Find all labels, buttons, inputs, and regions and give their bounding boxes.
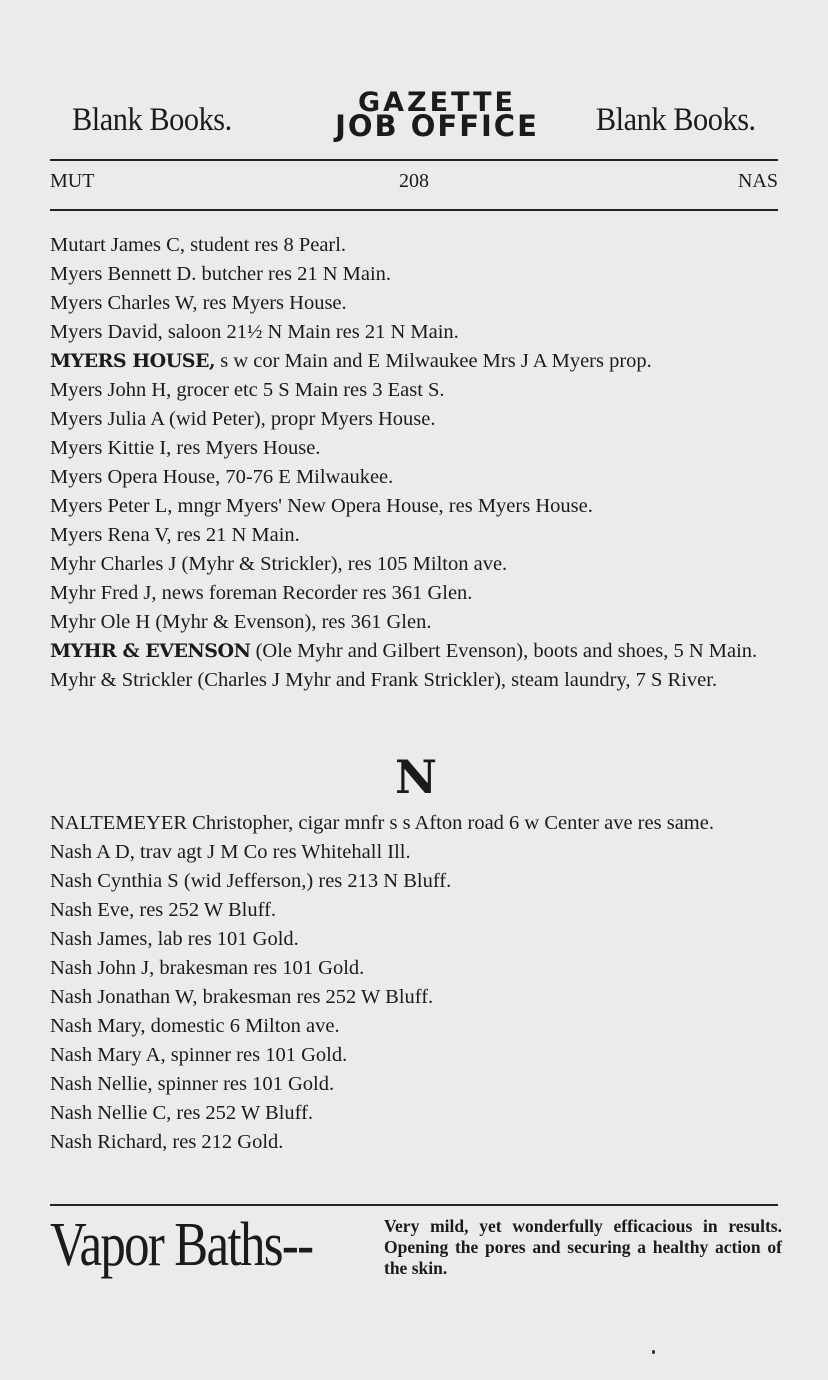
entry-text: Myers Julia A (wid Peter), propr Myers House. bbox=[50, 408, 436, 430]
running-head-right: NAS bbox=[737, 170, 778, 192]
directory-entry: Nash James, lab res 101 Gold. bbox=[50, 928, 299, 950]
gazette-word: GAZETTE bbox=[358, 87, 516, 118]
entry-text: Myhr & Strickler (Charles J Myhr and Frank Strickler), steam laundry, 7 S River. bbox=[50, 669, 718, 691]
entry-text: Myers Kittie I, res Myers House. bbox=[50, 437, 321, 459]
entry-text: Myers John H, grocer etc 5 S Main res 3 East S. bbox=[50, 379, 445, 401]
job-office-word: JOB OFFICE bbox=[335, 109, 539, 143]
directory-entry: NALTEMEYER Christopher, cigar mnfr s s Afton road 6 w Center ave res same. bbox=[50, 812, 714, 834]
directory-entry bbox=[50, 637, 780, 666]
directory-entry bbox=[50, 666, 780, 695]
entry-text: (Ole Myhr and Gilbert Evenson), boots and shoes, 5 N Main. bbox=[250, 640, 758, 662]
entry-text: Mutart James C, student res 8 Pearl. bbox=[50, 234, 347, 256]
entry-text: s w cor Main and E Milwaukee Mrs J A Myers prop. bbox=[215, 350, 652, 372]
directory-entry bbox=[50, 318, 780, 347]
directory-entry: Nash Cynthia S (wid Jefferson,) res 213 N Bluff. bbox=[50, 870, 452, 892]
entry-text: Myers Opera House, 70-76 E Milwaukee. bbox=[50, 466, 394, 488]
running-head-left: MUT bbox=[50, 170, 95, 192]
entry-bold-name: MYERS HOUSE, bbox=[50, 350, 216, 372]
directory-entry: Nash Nellie, spinner res 101 Gold. bbox=[50, 1073, 335, 1095]
directory-entry bbox=[50, 260, 780, 289]
vapor-baths-ad bbox=[50, 1210, 780, 1290]
entry-text: Myhr Ole H (Myhr & Evenson), res 361 Glen. bbox=[50, 611, 432, 633]
directory-entry: Nash Mary A, spinner res 101 Gold. bbox=[50, 1044, 348, 1066]
entries-n bbox=[50, 809, 780, 1157]
directory-entry bbox=[50, 550, 780, 579]
entries-m bbox=[50, 231, 780, 695]
directory-entry: Nash Eve, res 252 W Bluff. bbox=[50, 899, 277, 921]
entry-text: Myers Charles W, res Myers House. bbox=[50, 292, 347, 314]
entry-text: Myers Rena V, res 21 N Main. bbox=[50, 524, 300, 546]
vapor-baths-headline: Vapor Baths-- bbox=[50, 1211, 313, 1279]
directory-entry: Nash Nellie C, res 252 W Bluff. bbox=[50, 1102, 314, 1124]
directory-entry bbox=[50, 405, 780, 434]
page-number: 208 bbox=[399, 170, 429, 192]
directory-entry: Nash John J, brakesman res 101 Gold. bbox=[50, 957, 365, 979]
entry-text: Myers Bennett D. butcher res 21 N Main. bbox=[50, 263, 392, 285]
gazette-job-office-logo bbox=[312, 88, 562, 141]
directory-entry bbox=[50, 289, 780, 318]
directory-entry bbox=[50, 347, 780, 376]
directory-entry bbox=[50, 608, 780, 637]
directory-entry: Nash Jonathan W, brakesman res 252 W Bluff. bbox=[50, 986, 434, 1008]
print-speck bbox=[652, 1350, 655, 1354]
entry-text: Myhr Charles J (Myhr & Strickler), res 105 Milton ave. bbox=[50, 553, 508, 575]
directory-entry bbox=[50, 492, 780, 521]
header-rule bbox=[50, 209, 778, 211]
directory-entry bbox=[50, 376, 780, 405]
directory-entry bbox=[50, 521, 780, 550]
directory-entry bbox=[50, 434, 780, 463]
directory-entry: Nash Mary, domestic 6 Milton ave. bbox=[50, 1015, 340, 1037]
directory-entry: Nash A D, trav agt J M Co res Whitehall Ill. bbox=[50, 841, 411, 863]
entry-text: Myers David, saloon 21½ N Main res 21 N Main. bbox=[50, 321, 459, 343]
vapor-baths-text: Very mild, yet wonderfully efficacious in results. Opening the pores and securing a healthy action of the skin. bbox=[384, 1216, 782, 1278]
directory-entry bbox=[50, 231, 780, 260]
blank-books-right: Blank Books. bbox=[596, 102, 756, 138]
entry-bold-name: MYHR & EVENSON bbox=[50, 640, 251, 662]
directory-entry bbox=[50, 579, 780, 608]
running-head bbox=[50, 170, 778, 200]
footer-rule bbox=[50, 1204, 778, 1206]
entry-text: Myhr Fred J, news foreman Recorder res 361 Glen. bbox=[50, 582, 473, 604]
directory-entry: Nash Richard, res 212 Gold. bbox=[50, 1131, 284, 1153]
gazette-job-office-ad bbox=[50, 88, 780, 154]
directory-entry bbox=[50, 463, 780, 492]
top-rule bbox=[50, 159, 778, 161]
blank-books-left: Blank Books. bbox=[72, 102, 232, 138]
section-letter: N bbox=[394, 750, 434, 804]
entry-text: Myers Peter L, mngr Myers' New Opera House, res Myers House. bbox=[50, 495, 593, 517]
